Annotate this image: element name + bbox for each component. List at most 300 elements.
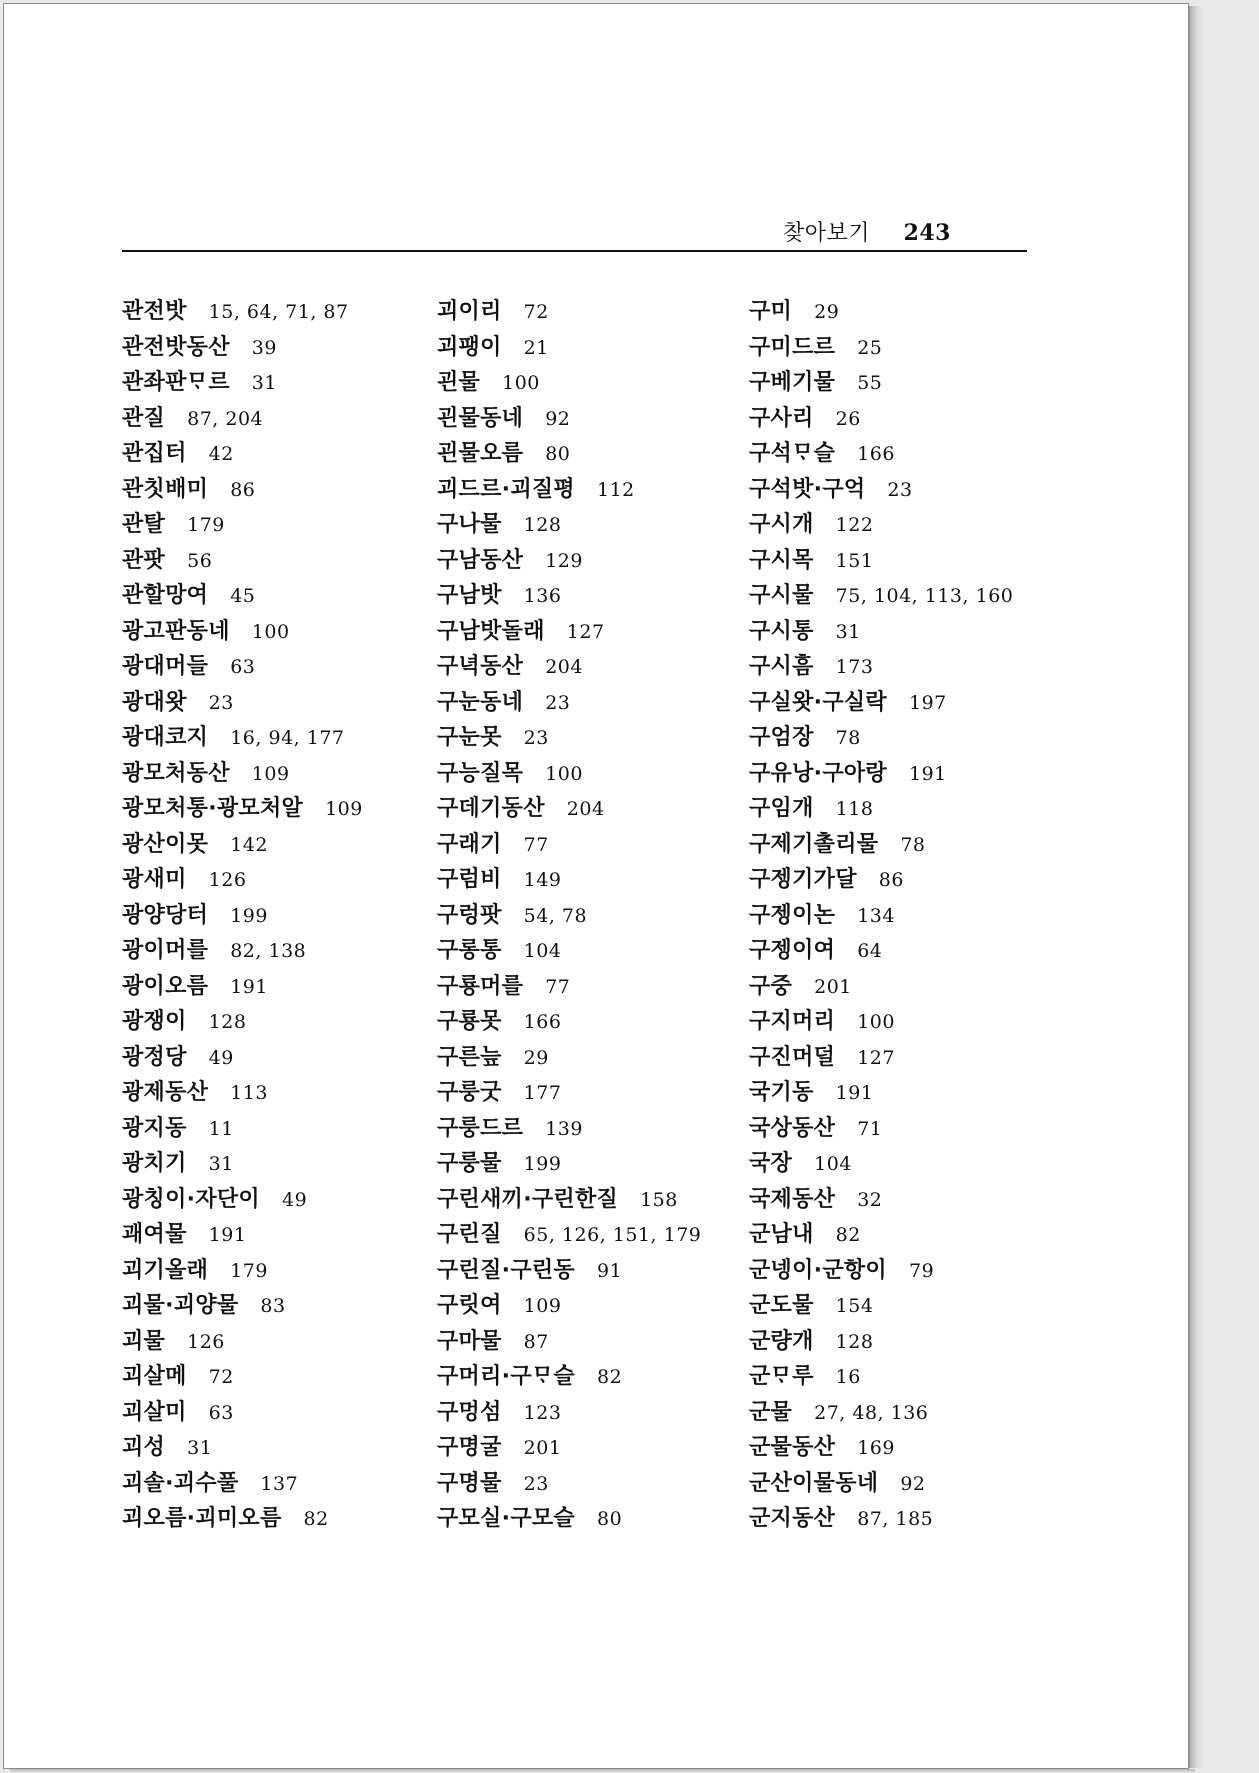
- index-term: 군물: [749, 1399, 793, 1425]
- index-page-refs: 122: [835, 514, 874, 536]
- index-term: 구실왓·구실락: [749, 689, 887, 715]
- index-page-refs: 166: [857, 443, 895, 465]
- index-page-refs: 166: [523, 1011, 562, 1033]
- index-entry: [437, 1182, 701, 1218]
- index-term: 광모처동산: [122, 760, 230, 786]
- index-entry: [749, 330, 1013, 366]
- index-term: 구시개: [749, 512, 814, 537]
- index-term: 구룡못: [437, 1009, 502, 1034]
- index-entry: [437, 862, 701, 898]
- index-term: 구린새끼·구린한질: [437, 1186, 619, 1212]
- index-page-refs: 128: [523, 514, 562, 536]
- index-page-refs: 179: [187, 514, 225, 536]
- index-entry: [437, 1004, 701, 1040]
- index-entry: [437, 472, 701, 508]
- index-term: 광이오름: [122, 973, 209, 999]
- index-entry: [122, 791, 363, 827]
- index-entry: [749, 543, 1013, 579]
- index-page-refs: 75, 104, 113, 160: [835, 585, 1014, 607]
- index-page-refs: 100: [251, 620, 290, 643]
- index-page-refs: 199: [230, 904, 268, 927]
- index-entry: [437, 507, 701, 543]
- index-term: 광대왓: [122, 689, 187, 715]
- index-term: 괴이리: [437, 299, 502, 324]
- index-page-refs: 31: [187, 1437, 213, 1459]
- index-term: 구남밧: [437, 583, 502, 608]
- index-term: 구명굴: [437, 1435, 502, 1460]
- index-entry: [437, 1501, 701, 1537]
- index-page-refs: 16: [835, 1366, 861, 1388]
- index-entry: [437, 436, 701, 472]
- index-entry: [749, 578, 1013, 614]
- index-term: 괴물·괴양물: [122, 1293, 239, 1318]
- index-term: 구래기: [437, 831, 502, 857]
- index-term: 괘여물: [122, 1222, 187, 1247]
- index-entry: [749, 1182, 1013, 1218]
- index-entry: [437, 827, 701, 863]
- index-page-refs: 63: [230, 656, 256, 678]
- index-entry: [749, 1359, 1013, 1395]
- index-entry: [122, 294, 363, 330]
- index-entry: [749, 294, 1013, 330]
- index-term: 구중: [749, 973, 793, 999]
- index-term: 관질: [122, 405, 166, 431]
- index-term: 괴성: [122, 1435, 166, 1460]
- index-term: 광지동: [122, 1115, 187, 1141]
- index-page-refs: 23: [545, 691, 571, 714]
- index-term: 구명물: [437, 1470, 502, 1496]
- index-page-refs: 86: [230, 478, 256, 501]
- index-entry: [749, 1501, 1013, 1537]
- index-page-refs: 129: [545, 549, 583, 572]
- index-term: 괸물오름: [437, 441, 524, 466]
- index-page-refs: 100: [857, 1011, 895, 1033]
- page-bottom-shadow: [10, 1769, 1195, 1773]
- index-entry: [122, 1501, 363, 1537]
- index-page-refs: 139: [545, 1117, 583, 1140]
- index-entry: [437, 1111, 701, 1147]
- index-entry: [437, 685, 701, 721]
- index-term: 광양당터: [122, 902, 209, 928]
- index-term: 구임개: [749, 796, 814, 821]
- index-page-refs: 80: [596, 1508, 623, 1530]
- index-term: 괴물: [122, 1328, 166, 1354]
- index-page-refs: 100: [545, 762, 583, 785]
- index-page-refs: 197: [908, 691, 947, 714]
- index-entry: [437, 1466, 701, 1502]
- index-entry: [749, 1146, 1013, 1182]
- index-term: 괴팽이: [437, 334, 502, 360]
- index-term: 괴살미: [122, 1399, 187, 1425]
- index-term: 광고판동네: [122, 618, 230, 644]
- index-page-refs: 177: [523, 1082, 562, 1104]
- index-term: 군남내: [749, 1222, 814, 1247]
- index-page-refs: 80: [545, 443, 571, 465]
- index-entry: [749, 1430, 1013, 1466]
- index-entry: [437, 330, 701, 366]
- index-page-refs: 49: [281, 1188, 308, 1211]
- index-term: 구시흠: [749, 654, 814, 679]
- index-term: 군넹이·군항이: [749, 1257, 887, 1283]
- index-page-refs: 113: [230, 1082, 268, 1104]
- index-entry: [122, 649, 363, 685]
- index-term: 구지머리: [749, 1009, 836, 1034]
- index-page-refs: 109: [251, 762, 290, 785]
- index-entry: [437, 1359, 701, 1395]
- index-page-refs: 31: [835, 620, 861, 643]
- index-entry: [122, 1324, 363, 1360]
- index-term: 관전밧동산: [122, 334, 230, 360]
- index-term: 구젱기가달: [749, 867, 857, 892]
- index-term: 구사리: [749, 405, 814, 431]
- index-page-refs: 15, 64, 71, 87: [208, 301, 349, 323]
- index-page-refs: 158: [640, 1188, 678, 1211]
- index-entry: [437, 1253, 701, 1289]
- index-term: 구머리·구ᄆᆞ슬: [437, 1364, 575, 1389]
- index-page-refs: 72: [208, 1366, 234, 1388]
- index-entry: [437, 294, 701, 330]
- index-term: 구남동산: [437, 547, 524, 573]
- index-term: 구룽굿: [437, 1080, 502, 1105]
- index-page-refs: 142: [230, 833, 268, 856]
- index-entry: [437, 401, 701, 437]
- index-entry: [122, 933, 363, 969]
- index-page-refs: 23: [523, 727, 549, 749]
- index-term: 관칫배미: [122, 476, 209, 502]
- index-page-refs: 104: [523, 940, 562, 962]
- page-number: 243: [903, 220, 951, 246]
- index-term: 구진머덜: [749, 1044, 836, 1070]
- index-term: 구데기동산: [437, 796, 545, 821]
- index-page-refs: 23: [887, 478, 913, 501]
- page-edge-shadow: [1189, 6, 1203, 1768]
- index-term: 구젱이논: [749, 902, 836, 928]
- index-entry: [122, 1040, 363, 1076]
- index-entry: [122, 1146, 363, 1182]
- index-page-refs: 78: [835, 727, 861, 749]
- index-entry: [122, 365, 363, 401]
- index-term: 광칭이·자단이: [122, 1186, 260, 1212]
- index-entry: [749, 1075, 1013, 1111]
- index-entry: [437, 1430, 701, 1466]
- index-page-refs: 32: [857, 1188, 883, 1211]
- index-page-refs: 92: [900, 1472, 926, 1495]
- index-term: 광대머들: [122, 654, 209, 679]
- index-entry: [749, 933, 1013, 969]
- index-entry: [749, 649, 1013, 685]
- index-page-refs: 77: [545, 975, 571, 998]
- index-entry: [437, 578, 701, 614]
- index-page-refs: 149: [523, 869, 562, 891]
- index-entry: [749, 436, 1013, 472]
- index-page-refs: 11: [208, 1117, 234, 1140]
- index-entry: [437, 365, 701, 401]
- index-entry: [122, 330, 363, 366]
- index-page-refs: 79: [908, 1259, 935, 1282]
- index-page-refs: 29: [523, 1046, 549, 1069]
- index-entry: [749, 756, 1013, 792]
- index-page-refs: 191: [835, 1082, 874, 1104]
- index-entry: [749, 1111, 1013, 1147]
- index-entry: [749, 1466, 1013, 1502]
- index-page-refs: 23: [208, 691, 234, 714]
- index-term: 광모처통·광모처알: [122, 796, 304, 821]
- index-term: 군지동산: [749, 1506, 836, 1531]
- index-page-refs: 82: [835, 1224, 861, 1246]
- index-term: 구젱이여: [749, 938, 836, 963]
- index-term: 구녁동산: [437, 654, 524, 679]
- index-page-refs: 109: [523, 1295, 562, 1317]
- index-term: 국제동산: [749, 1186, 836, 1212]
- index-entry: [437, 1395, 701, 1431]
- index-page-refs: 169: [857, 1437, 895, 1459]
- header-title: 찾아보기: [783, 221, 871, 246]
- index-term: 구릿여: [437, 1293, 502, 1318]
- index-page-refs: 136: [523, 585, 562, 607]
- index-entry: [122, 685, 363, 721]
- index-page-refs: 63: [208, 1401, 234, 1424]
- index-term: 관탈: [122, 512, 166, 537]
- index-entry: [749, 401, 1013, 437]
- index-page-refs: 201: [523, 1437, 562, 1459]
- index-term: 군ᄆᆞ루: [749, 1364, 814, 1389]
- index-entry: [749, 791, 1013, 827]
- index-entry: [749, 1324, 1013, 1360]
- index-page-refs: 82: [596, 1366, 623, 1388]
- index-entry: [122, 1111, 363, 1147]
- index-entry: [122, 578, 363, 614]
- index-page-refs: 87, 204: [187, 407, 264, 430]
- index-term: 광제동산: [122, 1080, 209, 1105]
- index-entry: [749, 1288, 1013, 1324]
- book-page: [3, 3, 1189, 1769]
- index-entry: [749, 827, 1013, 863]
- index-page-refs: 21: [523, 336, 549, 359]
- index-term: 광이머를: [122, 938, 209, 963]
- index-page-refs: 137: [260, 1472, 299, 1495]
- index-page-refs: 191: [230, 975, 268, 998]
- index-term: 군도물: [749, 1293, 814, 1318]
- index-term: 국장: [749, 1151, 793, 1176]
- index-entry: [437, 756, 701, 792]
- index-term: 구모실·구모슬: [437, 1506, 575, 1531]
- index-entry: [122, 720, 363, 756]
- index-page-refs: 16, 94, 177: [230, 727, 345, 749]
- index-page-refs: 72: [523, 301, 549, 323]
- index-page-refs: 31: [208, 1153, 234, 1175]
- header-rule: [122, 250, 1027, 252]
- index-entry: [749, 365, 1013, 401]
- index-entry: [749, 614, 1013, 650]
- index-page-refs: 87: [523, 1330, 549, 1353]
- index-term: 구나물: [437, 512, 502, 537]
- index-page-refs: 42: [208, 443, 234, 465]
- index-page-refs: 123: [523, 1401, 562, 1424]
- index-page-refs: 151: [835, 549, 874, 572]
- index-term: 구눈못: [437, 725, 502, 750]
- index-entry: [749, 1253, 1013, 1289]
- index-entry: [122, 1253, 363, 1289]
- index-entry: [749, 1040, 1013, 1076]
- index-term: 관할망여: [122, 583, 209, 608]
- index-term: 구미드르: [749, 334, 836, 360]
- index-page-refs: 92: [545, 407, 571, 430]
- index-term: 구른늪: [437, 1044, 502, 1070]
- index-page-refs: 55: [857, 372, 883, 394]
- index-page-refs: 128: [208, 1011, 247, 1033]
- index-page-refs: 26: [835, 407, 861, 430]
- index-term: 구렁팟: [437, 902, 502, 928]
- index-term: 구남밧돌래: [437, 618, 545, 644]
- index-term: 구마물: [437, 1328, 502, 1354]
- index-entry: [122, 1430, 363, 1466]
- index-page-refs: 126: [208, 869, 247, 891]
- index-page-refs: 86: [878, 869, 904, 891]
- index-page-refs: 91: [596, 1259, 623, 1282]
- index-entry: [437, 1324, 701, 1360]
- index-entry: [122, 507, 363, 543]
- index-column-3: [749, 294, 1013, 1537]
- index-term: 구롱통: [437, 938, 502, 963]
- index-page-refs: 191: [208, 1224, 247, 1246]
- index-term: 괴솔·괴수풀: [122, 1470, 239, 1496]
- index-term: 괴기올래: [122, 1257, 209, 1283]
- index-column-1: [122, 294, 363, 1537]
- index-page-refs: 71: [857, 1117, 883, 1140]
- index-page-refs: 127: [566, 620, 605, 643]
- index-term: 광치기: [122, 1151, 187, 1176]
- index-entry: [122, 1466, 363, 1502]
- index-page-refs: 31: [251, 372, 277, 394]
- index-page-refs: 126: [187, 1330, 225, 1353]
- index-entry: [749, 862, 1013, 898]
- index-page-refs: 191: [908, 762, 947, 785]
- index-page-refs: 27, 48, 136: [814, 1401, 929, 1424]
- index-entry: [749, 1217, 1013, 1253]
- index-page-refs: 128: [835, 1330, 874, 1353]
- index-page-refs: 104: [814, 1153, 852, 1175]
- index-term: 괸물동네: [437, 405, 524, 431]
- index-entry: [437, 543, 701, 579]
- index-term: 군량개: [749, 1328, 814, 1354]
- index-entry: [122, 401, 363, 437]
- index-page-refs: 78: [900, 833, 926, 856]
- index-entry: [437, 720, 701, 756]
- index-term: 구시물: [749, 583, 814, 608]
- index-entry: [749, 720, 1013, 756]
- index-entry: [437, 1075, 701, 1111]
- index-term: 구린질·구린동: [437, 1257, 575, 1283]
- index-page-refs: 82, 138: [230, 940, 307, 962]
- index-entry: [437, 1146, 701, 1182]
- index-page-refs: 179: [230, 1259, 268, 1282]
- index-page-refs: 204: [566, 798, 605, 820]
- index-term: 관전밧: [122, 299, 187, 324]
- index-term: 괴살메: [122, 1364, 187, 1389]
- index-term: 광새미: [122, 867, 187, 892]
- index-entry: [122, 898, 363, 934]
- index-page-refs: 64: [857, 940, 883, 962]
- index-entry: [122, 969, 363, 1005]
- index-page-refs: 134: [857, 904, 895, 927]
- index-entry: [122, 1182, 363, 1218]
- index-entry: [122, 1217, 363, 1253]
- index-term: 구룽드르: [437, 1115, 524, 1141]
- index-term: 광정당: [122, 1044, 187, 1070]
- index-entry: [437, 649, 701, 685]
- index-term: 구엄장: [749, 725, 814, 750]
- index-term: 구미: [749, 299, 793, 324]
- index-entry: [122, 614, 363, 650]
- index-term: 구석ᄆᆞ슬: [749, 441, 836, 466]
- index-term: 관집터: [122, 441, 187, 466]
- index-term: 구제기촐리물: [749, 831, 879, 857]
- index-entry: [437, 791, 701, 827]
- index-entry: [749, 1395, 1013, 1431]
- index-page-refs: 45: [230, 585, 256, 607]
- index-page-refs: 82: [303, 1508, 329, 1530]
- index-term: 구유낭·구아랑: [749, 760, 887, 786]
- index-entry: [122, 1288, 363, 1324]
- index-term: 괴오름·괴미오름: [122, 1506, 282, 1531]
- index-term: 구시목: [749, 547, 814, 573]
- index-term: 관좌판ᄆᆞ르: [122, 370, 230, 395]
- index-entry: [122, 436, 363, 472]
- index-page-refs: 29: [814, 301, 840, 323]
- index-term: 구린질: [437, 1222, 502, 1247]
- index-term: 구룽물: [437, 1151, 502, 1176]
- index-page-refs: 87, 185: [857, 1508, 934, 1530]
- index-column-2: [437, 294, 701, 1537]
- index-term: 구능질목: [437, 760, 524, 786]
- index-page-refs: 23: [523, 1472, 549, 1495]
- index-page-refs: 54, 78: [523, 904, 588, 927]
- index-entry: [122, 472, 363, 508]
- index-entry: [437, 1217, 701, 1253]
- index-page-refs: 204: [545, 656, 583, 678]
- index-term: 구베기물: [749, 370, 836, 395]
- index-page-refs: 154: [835, 1295, 874, 1317]
- index-page-refs: 109: [325, 798, 363, 820]
- index-term: 구눈동네: [437, 689, 524, 715]
- index-term: 괸물: [437, 370, 481, 395]
- index-entry: [437, 1040, 701, 1076]
- index-page-refs: 49: [208, 1046, 234, 1069]
- index-entry: [122, 1075, 363, 1111]
- index-entry: [122, 862, 363, 898]
- index-entry: [749, 685, 1013, 721]
- index-page-refs: 112: [596, 478, 635, 501]
- index-term: 국상동산: [749, 1115, 836, 1141]
- index-term: 광산이못: [122, 831, 209, 857]
- index-entry: [749, 472, 1013, 508]
- index-entry: [437, 969, 701, 1005]
- index-entry: [437, 933, 701, 969]
- running-header: [783, 216, 951, 247]
- index-page-refs: 199: [523, 1153, 562, 1175]
- index-term: 구석밧·구억: [749, 476, 866, 502]
- index-page-refs: 65, 126, 151, 179: [523, 1224, 702, 1246]
- index-term: 구멍섬: [437, 1399, 502, 1425]
- index-entry: [749, 898, 1013, 934]
- index-entry: [437, 614, 701, 650]
- index-page-refs: 173: [835, 656, 874, 678]
- index-entry: [749, 1004, 1013, 1040]
- index-term: 관팟: [122, 547, 166, 573]
- index-term: 광대코지: [122, 725, 209, 750]
- index-entry: [122, 827, 363, 863]
- index-page-refs: 39: [251, 336, 277, 359]
